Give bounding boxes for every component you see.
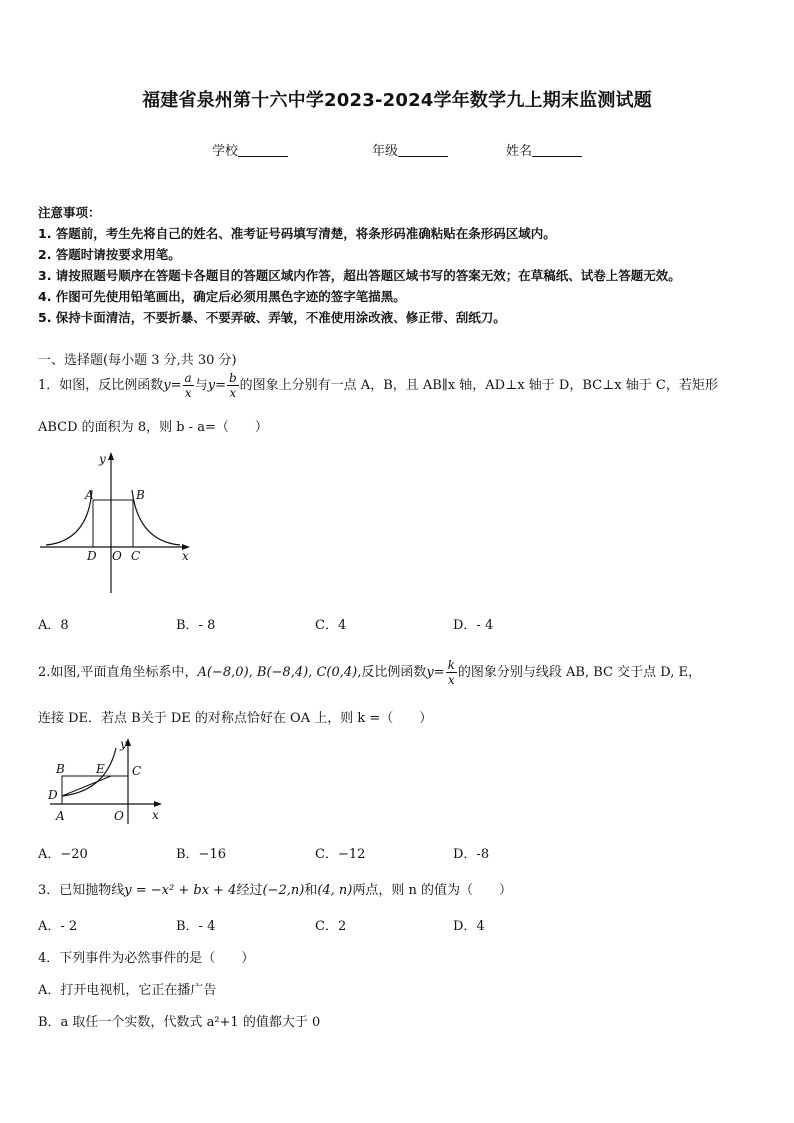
q3-stem: [38, 879, 512, 898]
label-y: y: [120, 737, 127, 751]
q2-figure: [36, 734, 166, 826]
q1-line2: ABCD 的面积为 8，则 b - a=（ ）: [38, 420, 268, 435]
q1-frac-a: $\frac{a}{x}$: [184, 371, 192, 400]
hyperbola-curve: [62, 748, 116, 796]
q1-option-d: D．- 4: [453, 618, 494, 633]
segment-de: [62, 776, 111, 796]
q1-frac-b: $\frac{b}{x}$: [228, 371, 237, 400]
label-d: D: [87, 549, 97, 563]
label-a: A: [56, 809, 65, 823]
notes-heading: 注意事项：: [38, 205, 101, 220]
school-blank: [238, 144, 288, 157]
q3-option-a: A．- 2: [38, 919, 78, 934]
name-field: [506, 140, 582, 159]
label-c: C: [131, 549, 141, 563]
note-item: 4. 作图可先使用铅笔画出，确定后必须用黑色字迹的签字笔描黑。: [38, 289, 406, 304]
q1-line1: 1．如图，反比例函数y= $\frac{a}{x}$ 与y= $\frac{b}{x}$ 的图象上分别有一点 A，B，且 AB∥x 轴，AD⊥x 轴于 D，BC⊥x 轴于 C，若矩形: [38, 371, 718, 400]
q2-frac: $\frac{k}{x}$: [447, 658, 455, 687]
rectangle-abco: [62, 776, 128, 804]
grade-field: [372, 140, 448, 159]
q3-text-a: 3．已知抛物线: [38, 883, 125, 898]
label-a: A: [85, 488, 94, 502]
school-field: [212, 140, 288, 159]
q3-point-1: (−2,n): [262, 883, 305, 898]
q2-line1-c: 的图象分别与线段 AB, BC 交于点 D, E，: [457, 665, 701, 680]
note-item: 5. 保持卡面清洁，不要折暴、不要弄破、弄皱，不准使用涂改液、修正带、刮纸刀。: [38, 310, 506, 325]
q4-stem: 4．下列事件为必然事件的是（ ）: [38, 951, 255, 966]
grade-label: 年级: [372, 144, 399, 159]
name-label: 姓名: [506, 144, 533, 159]
q1-option-b: B．- 8: [176, 618, 216, 633]
q2-option-b: B．−16: [176, 847, 226, 862]
q2-line2: 连接 DE．若点 B关于 DE 的对称点恰好在 OA 上，则 k =（ ）: [38, 711, 433, 726]
q1-option-c: C．4: [315, 618, 347, 633]
label-e: E: [96, 762, 105, 776]
q2-option-a: A．−20: [38, 847, 88, 862]
label-o: O: [114, 809, 124, 823]
note-item: 2. 答题时请按要求用笔。: [38, 247, 181, 262]
q3-text-d: 两点，则 n 的值为（ ）: [352, 883, 513, 898]
x-axis-arrow: [154, 801, 162, 807]
q2-line1: 2.如图,平面直角坐标系中，A(−8,0), B(−8,4), C(0,4),反比例函数y= $\frac{k}{x}$ 的图象分别与线段 AB, BC 交于点 D, E，: [38, 658, 701, 687]
q2-option-c: C．−12: [315, 847, 366, 862]
q1-option-a: A．8: [38, 618, 69, 633]
page-title: 福建省泉州第十六中学2023-2024学年数学九上期末监测试题: [142, 90, 652, 111]
q3-option-d: D．4: [453, 919, 485, 934]
label-b: B: [136, 488, 145, 502]
q4-option-a: A．打开电视机，它正在播广告: [38, 983, 217, 998]
section-heading: 一、选择题(每小题 3 分,共 30 分): [38, 353, 237, 368]
note-item: 1. 答题前，考生先将自己的姓名、准考证号码填写清楚，将条形码准确粘贴在条形码区域内。: [38, 226, 556, 241]
note-item: 3. 请按照题号顺序在答题卡各题目的答题区域内作答，超出答题区域书写的答案无效；在草稿纸、试卷上答题无效。: [38, 268, 681, 283]
label-d: D: [48, 788, 58, 802]
q3-option-c: C．2: [315, 919, 347, 934]
q2-points: A(−8,0), B(−8,4), C(0,4): [197, 665, 358, 680]
q1-prefix: 1．如图，反比例函数: [38, 378, 164, 393]
q1-mid: 与: [194, 378, 208, 393]
label-o: O: [112, 549, 122, 563]
q1-figure: [36, 448, 196, 596]
q3-formula: y = −x² + bx + 4: [124, 883, 237, 898]
name-blank: [532, 144, 582, 157]
label-b: B: [56, 762, 65, 776]
label-c: C: [132, 764, 142, 778]
label-x: x: [152, 808, 159, 822]
label-y: y: [99, 452, 106, 466]
q3-option-b: B．- 4: [176, 919, 216, 934]
q2-line1-a: 2.如图,平面直角坐标系中，: [38, 665, 198, 680]
q3-text-c: 和: [304, 883, 318, 898]
q1-line1-rest: 的图象上分别有一点 A，B，且 AB∥x 轴，AD⊥x 轴于 D，BC⊥x 轴于 C，若矩形: [239, 378, 718, 393]
q2-option-d: D．-8: [453, 847, 490, 862]
q3-text-b: 经过: [236, 883, 263, 898]
label-x: x: [182, 549, 189, 563]
q3-point-2: (4, n): [317, 883, 353, 898]
school-label: 学校: [212, 144, 239, 159]
y-axis-arrow: [108, 452, 114, 460]
grade-blank: [398, 144, 448, 157]
q2-line1-b: ,反比例函数: [357, 665, 427, 680]
q4-option-b: B．a 取任一个实数，代数式 a²+1 的值都大于 0: [38, 1015, 321, 1030]
